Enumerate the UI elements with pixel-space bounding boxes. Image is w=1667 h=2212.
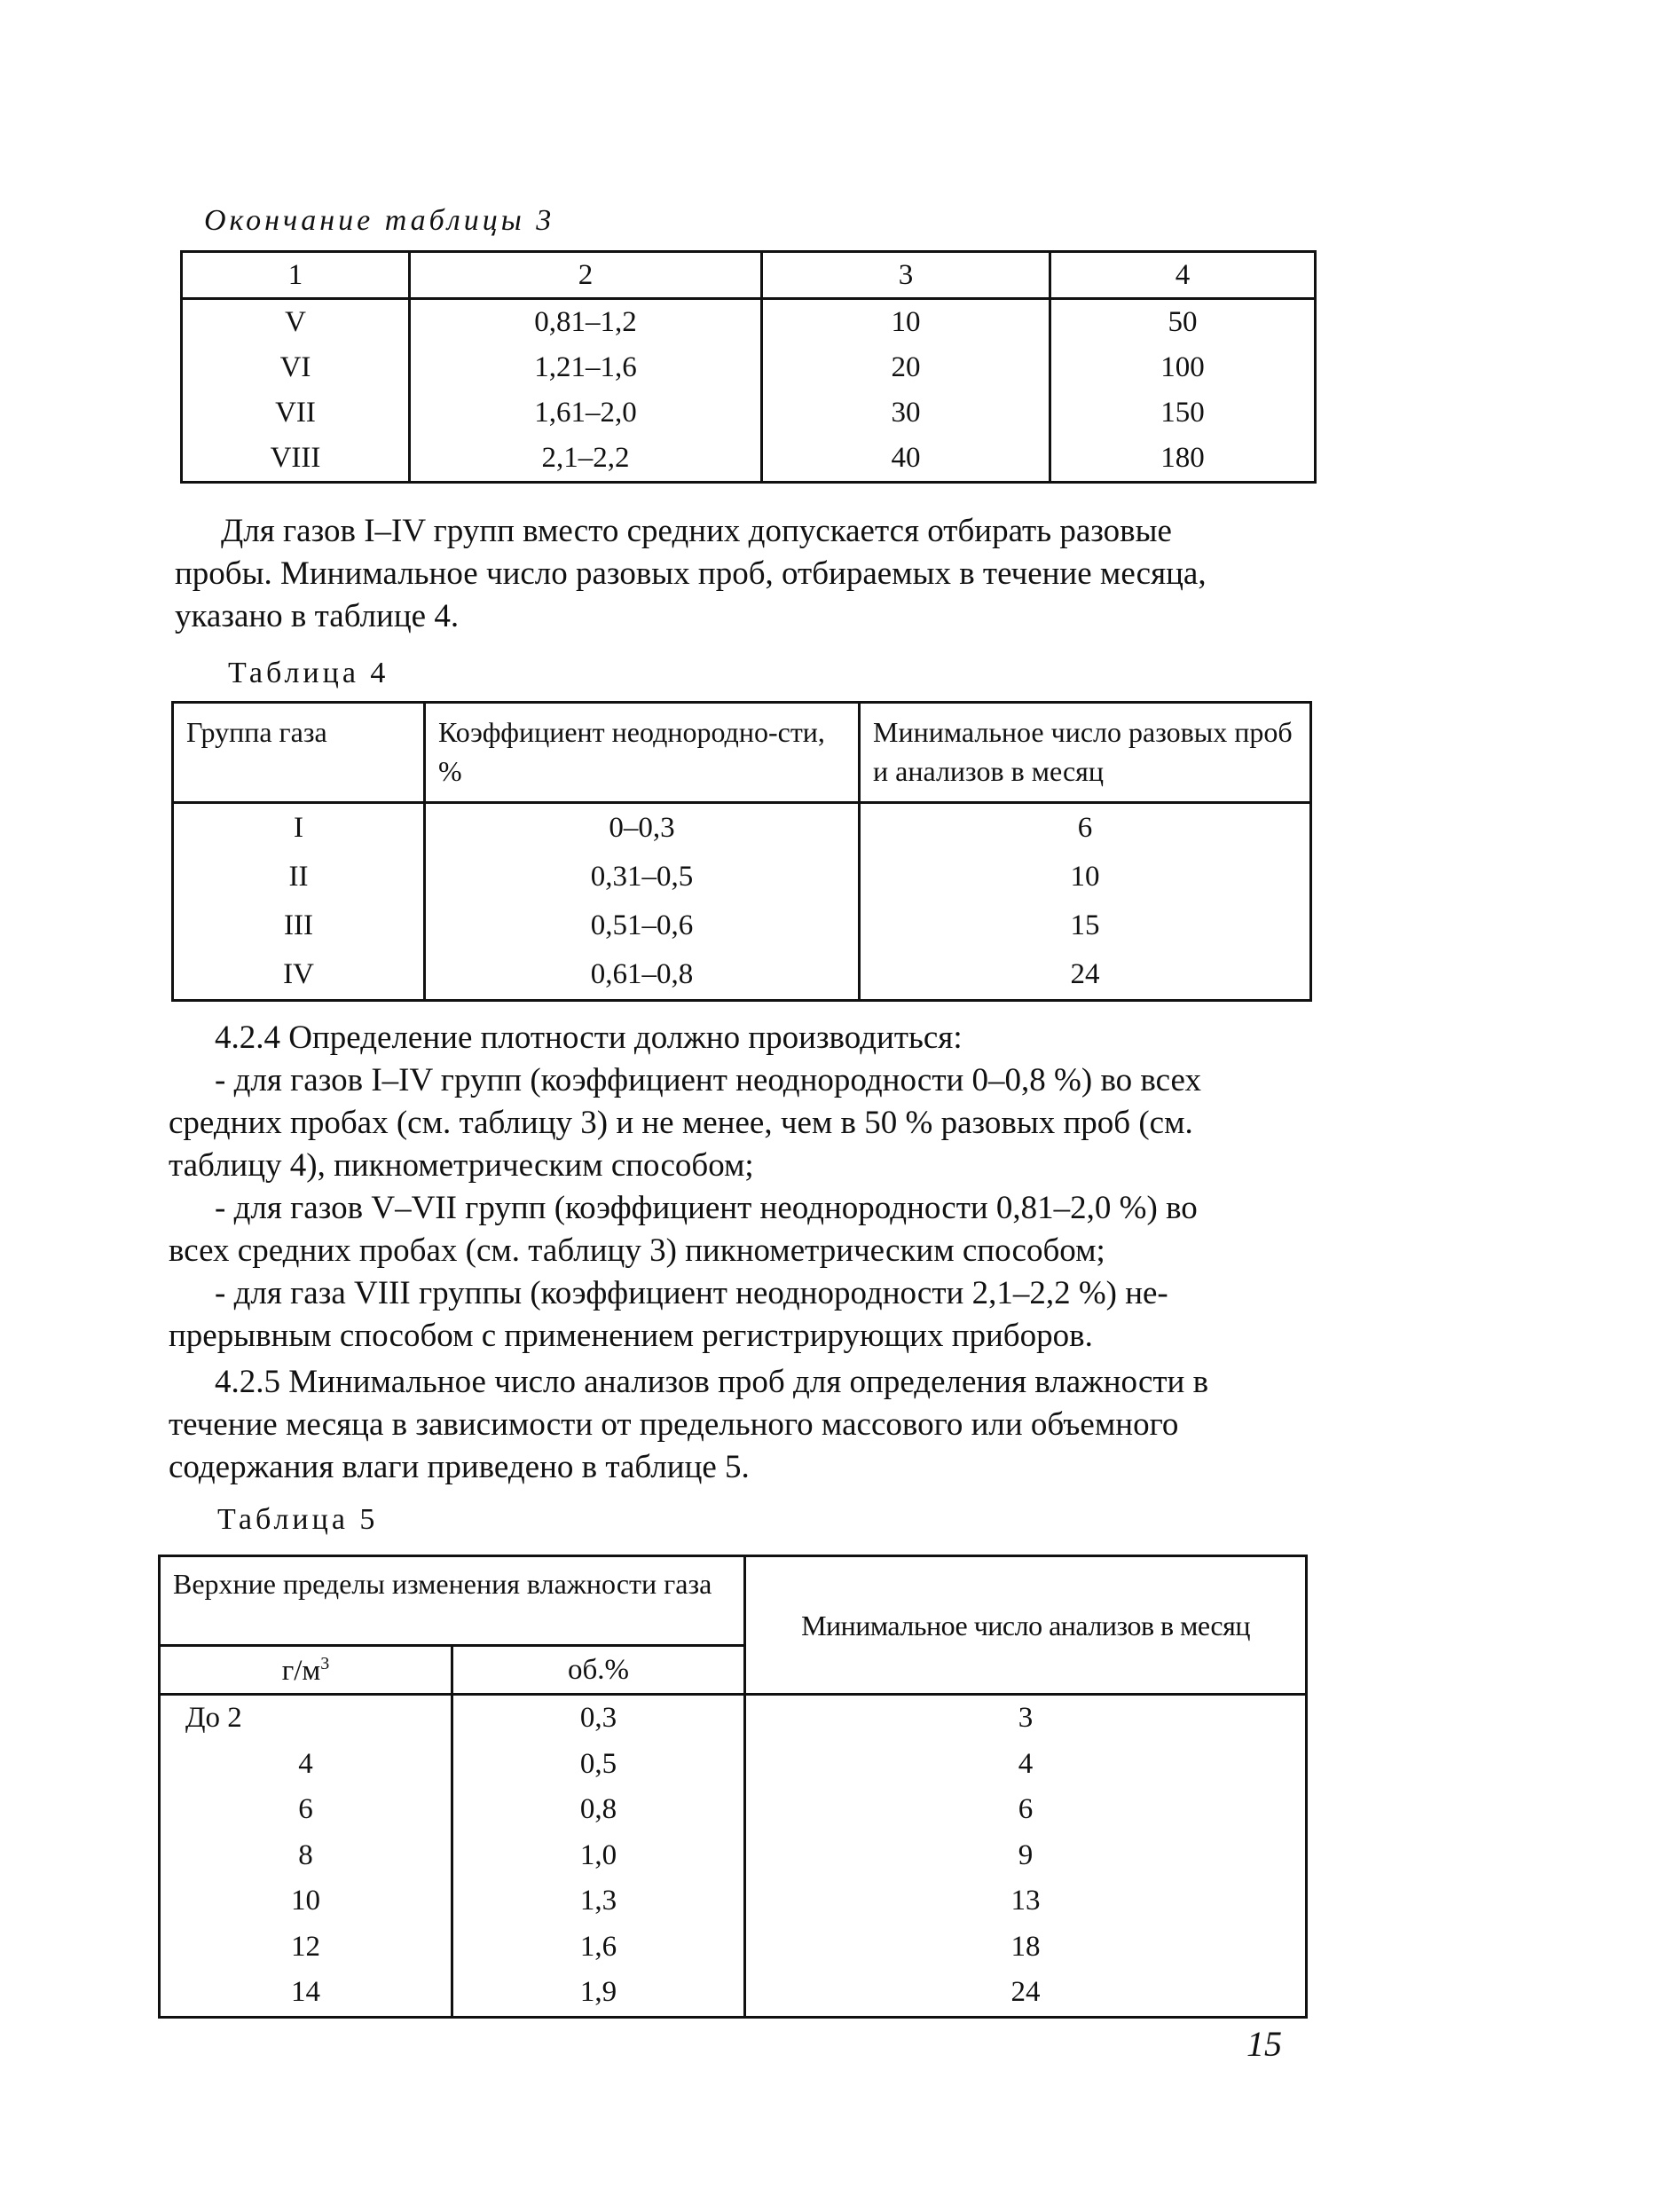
table3-cell: VIII [182, 436, 410, 483]
table3-cell: 50 [1050, 299, 1316, 346]
table-row [173, 901, 1311, 950]
table5-cell: 0,8 [452, 1787, 745, 1833]
text-line: пробы. Минимальное число разовых проб, отбираемых в течение месяца, [175, 555, 1207, 592]
table5-cell: 0,3 [452, 1695, 745, 1742]
table4 [171, 701, 1312, 1002]
text-line: Для газов I–IV групп вместо средних допускается отбирать разовые [221, 513, 1172, 549]
table5-cell: 3 [745, 1695, 1307, 1742]
text-line: - для газов V–VII групп (коэффициент неоднородности 0,81–2,0 %) во [215, 1190, 1198, 1226]
text-line: течение месяца в зависимости от предельного массового или объемного [169, 1406, 1179, 1443]
table3-cell: 150 [1050, 390, 1316, 436]
section-4-2-4 [169, 1017, 1313, 1358]
table5-cell: 6 [160, 1787, 452, 1833]
text-line: 4.2.4 Определение плотности должно производиться: [215, 1019, 963, 1056]
table5-cell: 13 [745, 1878, 1307, 1925]
table5-cell: 1,0 [452, 1833, 745, 1879]
table5-cell: 14 [160, 1970, 452, 2017]
table-row [160, 1833, 1307, 1879]
table4-header-cell: Минимальное число разовых проб и анализов в месяц [860, 703, 1311, 803]
table-row [160, 1787, 1307, 1833]
table4-cell: III [173, 901, 425, 950]
table5-cell: 1,3 [452, 1878, 745, 1925]
text-line: указано в таблице 4. [175, 598, 460, 634]
table4-cell: 6 [860, 803, 1311, 854]
table3-cell: 100 [1050, 345, 1316, 390]
table-row [160, 1925, 1307, 1971]
table4-cell: II [173, 853, 425, 901]
table4-header-row [173, 703, 1311, 803]
table-row [173, 950, 1311, 1001]
table5-caption: Таблица 5 [217, 1503, 379, 1536]
table-row [182, 436, 1316, 483]
table3-header-cell: 1 [182, 252, 410, 299]
table5-unit-g-m3: $г/м^3$ [160, 1646, 452, 1695]
table5-cell: 1,9 [452, 1970, 745, 2017]
text-line: содержания влаги приведено в таблице 5. [169, 1449, 750, 1485]
table4-caption: Таблица 4 [228, 657, 389, 689]
table4-cell: IV [173, 950, 425, 1001]
table4-cell: 0,51–0,6 [425, 901, 860, 950]
table4-header-cell: Группа газа [173, 703, 425, 803]
table3-header-cell: 3 [762, 252, 1050, 299]
table4-cell: 24 [860, 950, 1311, 1001]
table3-cell: 1,61–2,0 [410, 390, 762, 436]
table3-header-cell: 4 [1050, 252, 1316, 299]
table3-cell: 40 [762, 436, 1050, 483]
table3-cell: 30 [762, 390, 1050, 436]
table-row [182, 299, 1316, 346]
table-row [173, 853, 1311, 901]
table4-cell: 0,31–0,5 [425, 853, 860, 901]
table3-header-cell: 2 [410, 252, 762, 299]
table5-cell: 9 [745, 1833, 1307, 1879]
table5 [158, 1555, 1308, 2019]
table4-cell: 0–0,3 [425, 803, 860, 854]
table-row [160, 1970, 1307, 2017]
table5-cell: 4 [160, 1742, 452, 1788]
table3-cell: 10 [762, 299, 1050, 346]
table3-cell: VII [182, 390, 410, 436]
table5-cell: 10 [160, 1878, 452, 1925]
text-line: средних пробах (см. таблицу 3) и не менее, чем в 50 % разовых проб (см. [169, 1105, 1193, 1141]
table5-cell: 12 [160, 1925, 452, 1971]
table5-cell: 0,5 [452, 1742, 745, 1788]
table5-cell: 18 [745, 1925, 1307, 1971]
table-row [182, 390, 1316, 436]
paragraph-groups-1-4 [175, 510, 1319, 638]
table4-cell: 10 [860, 853, 1311, 901]
section-4-2-5 [169, 1361, 1313, 1489]
table3-cell: 180 [1050, 436, 1316, 483]
table-row [160, 1695, 1307, 1742]
table5-header-row-1 [160, 1556, 1307, 1646]
text-line: 4.2.5 Минимальное число анализов проб для определения влажности в [215, 1364, 1209, 1400]
table3-cell: 2,1–2,2 [410, 436, 762, 483]
table4-cell: 0,61–0,8 [425, 950, 860, 1001]
page-number: 15 [1246, 2024, 1282, 2064]
table5-unit-vol-percent: об.% [452, 1646, 745, 1695]
table3-cell: VI [182, 345, 410, 390]
table3-cell: 20 [762, 345, 1050, 390]
table3-header-row [182, 252, 1316, 299]
table3-cell: 0,81–1,2 [410, 299, 762, 346]
text-line: всех средних пробах (см. таблицу 3) пикнометрическим способом; [169, 1232, 1105, 1269]
text-line: таблицу 4), пикнометрическим способом; [169, 1147, 754, 1184]
table3-cell: V [182, 299, 410, 346]
table4-cell: 15 [860, 901, 1311, 950]
table5-cell: 6 [745, 1787, 1307, 1833]
table4-header-cell: Коэффициент неоднородно-сти, % [425, 703, 860, 803]
table5-cell: 4 [745, 1742, 1307, 1788]
table4-cell: I [173, 803, 425, 854]
table3 [180, 250, 1317, 484]
table3-cell: 1,21–1,6 [410, 345, 762, 390]
table-row [160, 1742, 1307, 1788]
text-line: - для газов I–IV групп (коэффициент неоднородности 0–0,8 %) во всех [215, 1062, 1201, 1098]
table5-min-analyses-header: Минимальное число анализов в месяц [745, 1556, 1307, 1695]
table3-caption: Окончание таблицы 3 [204, 204, 555, 237]
text-line: - для газа VIII группы (коэффициент неоднородности 2,1–2,2 %) не- [215, 1275, 1168, 1311]
table5-group-header: Верхние пределы изменения влажности газа [160, 1556, 745, 1646]
table5-cell: 1,6 [452, 1925, 745, 1971]
table-row [173, 803, 1311, 854]
table-row [182, 345, 1316, 390]
table5-cell: До 2 [160, 1695, 452, 1742]
table-row [160, 1878, 1307, 1925]
table5-cell: 8 [160, 1833, 452, 1879]
text-line: прерывным способом с применением регистрирующих приборов. [169, 1318, 1093, 1354]
table5-cell: 24 [745, 1970, 1307, 2017]
